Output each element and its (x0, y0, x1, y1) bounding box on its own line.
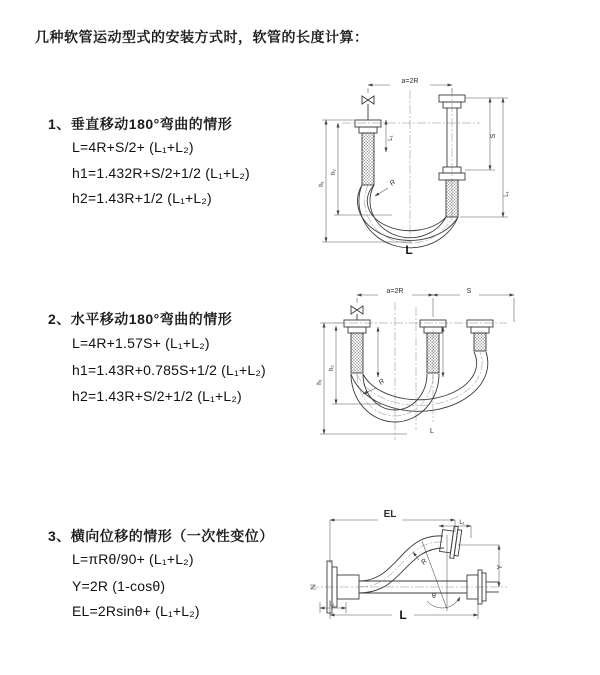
valve-icon (362, 96, 374, 104)
formula-length: L=4R+1.57S+ (L₁+L₂) (72, 335, 210, 351)
dimension-lines (320, 295, 514, 434)
braided-hose-section (446, 180, 458, 217)
flange (344, 320, 370, 327)
formula-h1: h1=1.432R+S/2+1/2 (L₁+L₂) (72, 165, 250, 181)
diagram-labels (317, 288, 472, 435)
el-label: EL (383, 509, 397, 520)
flange (454, 530, 462, 556)
pipework (310, 525, 499, 613)
radius-label: R (377, 377, 387, 387)
angle-label: θ (432, 593, 436, 600)
braided-hose-section (362, 133, 374, 185)
hose-u-bend (357, 185, 458, 248)
braided-hose-section (351, 333, 363, 373)
hose-u-bend-displaced (351, 352, 488, 411)
pipework (344, 306, 493, 422)
formula-length: L=4R+S/2+ (L₁+L₂) (72, 139, 194, 155)
h1-label: h₁ (319, 181, 325, 187)
length-label: L (430, 428, 434, 435)
valve-icon (351, 306, 363, 314)
page-title: 几种软管运动型式的安装方式时，软管的长度计算： (35, 29, 369, 45)
flange (467, 320, 493, 327)
conn-right-label: L₁ (504, 191, 510, 197)
conn-left-label: L₁ (329, 601, 335, 608)
conn-top-label: L₁ (459, 520, 465, 526)
flange-hub (440, 530, 454, 553)
section-3-heading: 3、横向位移的情形（一次性变位） (48, 528, 274, 544)
span-label: a=2R (401, 78, 419, 85)
flange (355, 120, 381, 127)
formula-h1: h1=1.43R+0.785S+1/2 (L₁+L₂) (72, 362, 266, 378)
diagram-vertical-move-180 (312, 72, 552, 262)
radius-label: R (420, 557, 429, 567)
formula-h2: h2=1.43R+1/2 (L₁+L₂) (72, 190, 212, 206)
flange (420, 320, 446, 327)
hose-s-curve (359, 536, 444, 593)
flange (348, 327, 366, 333)
dimension-lines (320, 520, 499, 619)
length-label: L (399, 608, 407, 622)
length-label: L (405, 243, 413, 257)
offset-label: Y (497, 564, 504, 570)
stroke-label: S (490, 133, 497, 139)
h2-label: h₂ (331, 169, 337, 175)
radius-label: R (388, 178, 398, 188)
span-label: a=2R (386, 288, 404, 295)
formula-y: Y=2R (1-cosθ) (72, 578, 166, 594)
formula-length: L=πRθ/90+ (L₁+L₂) (72, 551, 194, 567)
conn-left-label: L₁ (388, 135, 394, 141)
h1-label: h₁ (317, 379, 323, 385)
stroke-label: S (466, 288, 472, 295)
dimension-lines (322, 85, 508, 242)
flange (359, 127, 377, 133)
h2-label: h₂ (329, 365, 335, 371)
diagram-horizontal-move-180 (312, 282, 562, 472)
braided-hose-section (474, 333, 486, 351)
section-1-heading: 1、垂直移动180°弯曲的情形 (48, 116, 233, 132)
braided-hose-section (427, 333, 439, 373)
formula-el: EL=2Rsinθ+ (L₁+L₂) (72, 603, 200, 619)
diagram-lateral-displacement (302, 505, 597, 645)
flange (471, 327, 489, 333)
formula-h2: h2=1.43R+S/2+1/2 (L₁+L₂) (72, 388, 242, 404)
section-2-heading: 2、水平移动180°弯曲的情形 (48, 311, 233, 327)
